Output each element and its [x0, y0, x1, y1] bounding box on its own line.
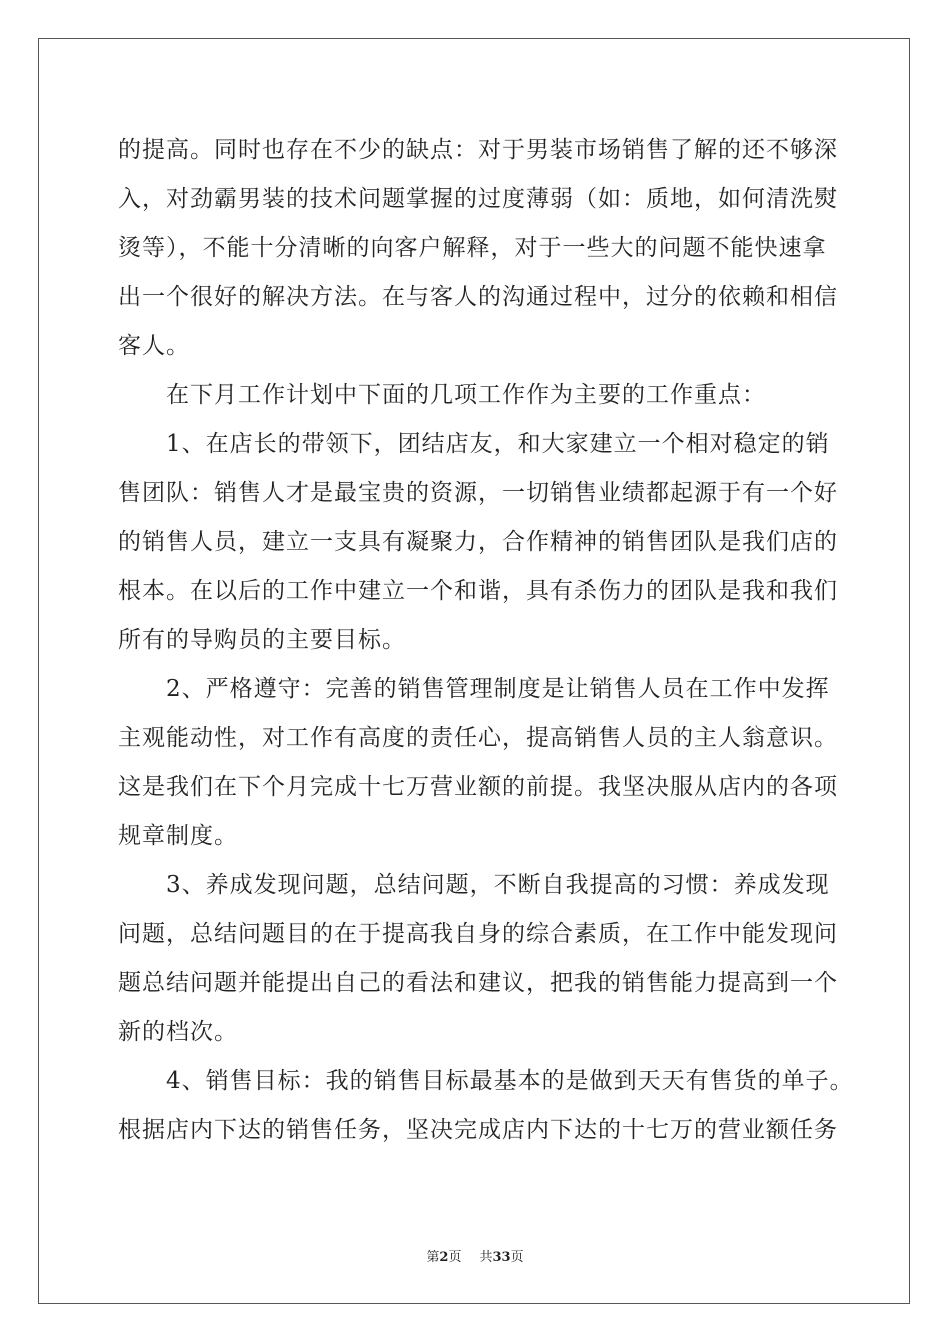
paragraph-1	[118, 126, 838, 371]
text-line: 规章制度。	[118, 823, 238, 849]
page-total-prefix: 共	[479, 1250, 493, 1265]
text-line: 2、严格遵守：完善的销售管理制度是让销售人员在工作中发挥	[118, 676, 830, 702]
page-number-prefix: 第	[426, 1250, 440, 1265]
page-number-current: 2	[439, 1250, 449, 1265]
page-footer	[0, 1246, 950, 1265]
paragraph-4	[118, 665, 838, 861]
page-total-suffix: 页	[510, 1250, 524, 1265]
paragraph-3	[118, 420, 838, 665]
paragraph-5	[118, 861, 838, 1057]
text-line: 4、销售目标：我的销售目标最基本的是做到天天有售货的单子。	[118, 1068, 854, 1094]
text-line: 烫等），不能十分清晰的向客户解释，对于一些大的问题不能快速拿	[118, 235, 827, 261]
text-line: 1、在店长的带领下，团结店友，和大家建立一个相对稳定的销	[118, 431, 830, 457]
text-line: 3、养成发现问题，总结问题，不断自我提高的习惯：养成发现	[118, 872, 830, 898]
page-number-suffix: 页	[448, 1250, 462, 1265]
text-line: 所有的导购员的主要目标。	[118, 627, 406, 653]
text-line: 售团队：销售人才是最宝贵的资源，一切销售业绩都起源于有一个好	[118, 480, 838, 506]
text-line: 出一个很好的解决方法。在与客人的沟通过程中，过分的依赖和相信	[118, 284, 838, 310]
page-total: 33	[492, 1250, 511, 1265]
text-line: 问题，总结问题目的在于提高我自身的综合素质，在工作中能发现问	[118, 921, 838, 947]
text-line: 客人。	[118, 333, 190, 359]
document-body	[118, 126, 854, 1155]
paragraph-2	[118, 371, 838, 420]
text-line: 新的档次。	[118, 1019, 238, 1045]
text-line: 的提高。同时也存在不少的缺点：对于男装市场销售了解的还不够深	[118, 137, 838, 163]
text-line: 根据店内下达的销售任务，坚决完成店内下达的十七万的营业额任务	[118, 1117, 838, 1143]
text-line: 的销售人员，建立一支具有凝聚力，合作精神的销售团队是我们店的	[118, 529, 838, 555]
text-line: 主观能动性，对工作有高度的责任心，提高销售人员的主人翁意识。	[118, 725, 838, 751]
text-line: 在下月工作计划中下面的几项工作作为主要的工作重点：	[118, 382, 766, 408]
text-line: 根本。在以后的工作中建立一个和谐，具有杀伤力的团队是我和我们	[118, 578, 838, 604]
paragraph-6	[118, 1057, 854, 1155]
text-line: 这是我们在下个月完成十七万营业额的前提。我坚决服从店内的各项	[118, 774, 838, 800]
text-line: 入，对劲霸男装的技术问题掌握的过度薄弱（如：质地，如何清洗熨	[118, 186, 838, 212]
text-line: 题总结问题并能提出自己的看法和建议，把我的销售能力提高到一个	[118, 970, 838, 996]
